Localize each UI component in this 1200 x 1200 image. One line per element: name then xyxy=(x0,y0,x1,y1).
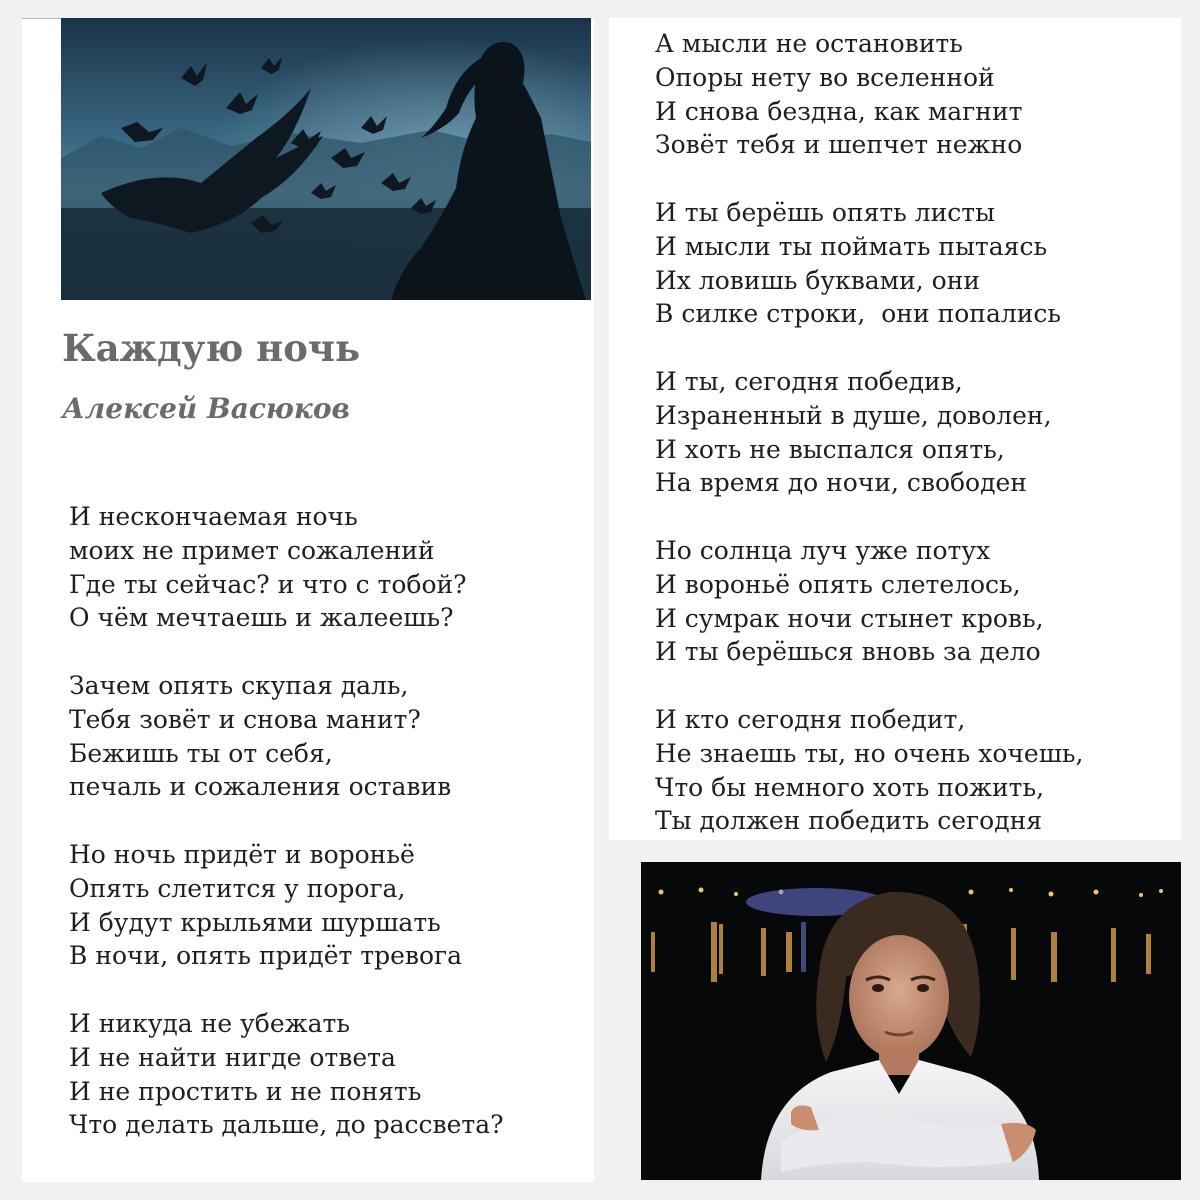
stanza xyxy=(655,365,1185,500)
stanza xyxy=(69,669,599,804)
poem-line: Тебя зовёт и снова манит? xyxy=(69,704,421,734)
poem-line: Что бы немного хоть пожить, xyxy=(655,772,1045,802)
poem-line: Их ловишь буквами, они xyxy=(655,265,981,295)
poem-line: печаль и сожаления оставив xyxy=(69,772,452,802)
poem-line: И вороньё опять слетелось, xyxy=(655,569,1021,599)
poem-left-column xyxy=(69,500,599,1176)
poem-line: И снова бездна, как магнит xyxy=(655,96,1023,126)
poem-right-column xyxy=(655,27,1185,872)
poem-line: И не простить и не понять xyxy=(69,1076,422,1106)
poem-line: Опоры нету во вселенной xyxy=(655,62,995,92)
poem-line: Израненный в душе, доволен, xyxy=(655,400,1052,430)
poem-line: Опять слетится у порога, xyxy=(69,873,406,903)
poem-line: О чём мечтаешь и жалеешь? xyxy=(69,603,454,633)
poem-line: На время до ночи, свободен xyxy=(655,468,1027,498)
poem-line: моих не примет сожалений xyxy=(69,535,435,565)
poem-author: Алексей Васюков xyxy=(62,392,350,425)
poem-line: А мысли не остановить xyxy=(655,29,963,58)
stanza xyxy=(655,534,1185,669)
gothic-illustration xyxy=(61,18,591,300)
poem-line: Что делать дальше, до рассвета? xyxy=(69,1110,504,1140)
poem-line: И мысли ты поймать пытаясь xyxy=(655,231,1048,261)
poem-line: Где ты сейчас? и что с тобой? xyxy=(69,569,467,599)
stanza xyxy=(69,838,599,973)
poem-line: Но ночь придёт и вороньё xyxy=(69,839,415,869)
poem-line: В ночи, опять придёт тревога xyxy=(69,941,463,971)
author-photo xyxy=(641,862,1181,1180)
stanza xyxy=(69,500,599,635)
poem-line: Зовёт тебя и шепчет нежно xyxy=(655,130,1023,160)
poem-line: И сумрак ночи стынет кровь, xyxy=(655,603,1044,633)
poem-line: Ты должен победить сегодня xyxy=(655,806,1043,836)
poem-line: Но солнца луч уже потух xyxy=(655,535,991,565)
poem-line: И кто сегодня победит, xyxy=(655,704,966,734)
stanza xyxy=(655,196,1185,331)
stanza xyxy=(655,703,1185,838)
poem-title: Каждую ночь xyxy=(62,326,361,370)
poem-line: И никуда не убежать xyxy=(69,1008,350,1038)
poem-line: Не знаешь ты, но очень хочешь, xyxy=(655,738,1084,768)
poem-line: И нескончаемая ночь xyxy=(69,502,358,531)
poem-line: Бежишь ты от себя, xyxy=(69,738,333,768)
poem-line: И ты берёшь опять листы xyxy=(655,197,996,227)
corner-rule xyxy=(22,18,62,19)
poem-line: И не найти нигде ответа xyxy=(69,1042,396,1072)
poem-line: И ты, сегодня победив, xyxy=(655,366,963,396)
poem-line: И будут крыльями шуршать xyxy=(69,907,441,937)
stanza xyxy=(655,27,1185,162)
poem-line: Зачем опять скупая даль, xyxy=(69,670,409,700)
poem-line: И хоть не выспался опять, xyxy=(655,434,1005,464)
stanza xyxy=(69,1007,599,1142)
poem-line: И ты берёшься вновь за дело xyxy=(655,637,1041,667)
poem-line: В силке строки, они попались xyxy=(655,299,1062,329)
